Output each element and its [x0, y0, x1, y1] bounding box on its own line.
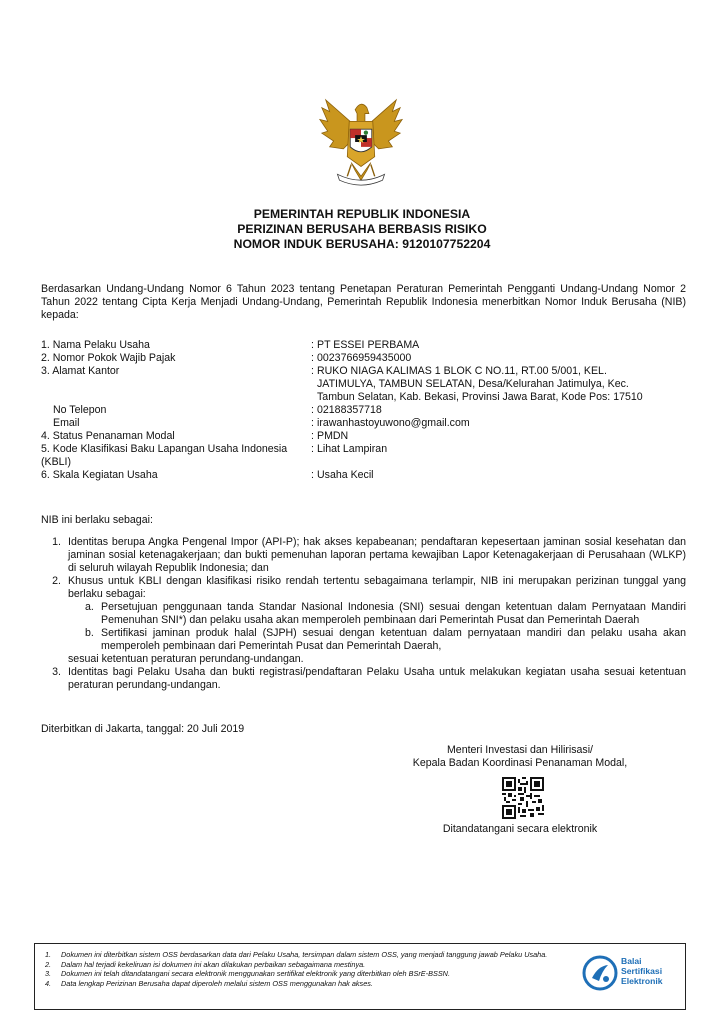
field-value: Lihat Lampiran — [317, 443, 388, 455]
signatory-title-2: Kepala Badan Koordinasi Penanaman Modal, — [412, 757, 628, 769]
sub-list-text: Persetujuan penggunaan tanda Standar Nasional Indonesia (SNI) sesuai dengan ketentuan dalam Pernyataan Mandiri Pemenuhan SNI*) dan pelaku usaha akan memperoleh pembinaan dari Pemerintah Pusat dan Pemerintah Daerah — [101, 601, 686, 626]
intro-paragraph: Berdasarkan Undang-Undang Nomor 6 Tahun 2023 tentang Penetapan Peraturan Pemerintah Pengganti Undang-Undang Nomor 2 Tahun 2022 tentang Cipta Kerja Menjadi Undang-Undang, Pemerintah Republik Indonesia menerbitkan Nomor Induk Berusaha (NIB) kepada: — [41, 283, 686, 321]
issue-place-date: Diterbitkan di Jakarta, tanggal: 20 Juli 2019 — [41, 723, 245, 735]
bsre-line-1: Balai — [621, 956, 642, 966]
sub-list-item — [41, 627, 686, 653]
field-row-kbli: 5. Kode Klasifikasi Baku Lapangan Usaha Indonesia (KBLI) : Lihat Lampiran — [41, 443, 388, 468]
footer-note-number: 3. — [45, 969, 52, 979]
footer-note — [45, 960, 590, 970]
list-text: Identitas bagi Pelaku Usaha dan bukti registrasi/pendaftaran Pelaku Usaha untuk melakukan kegiatan usaha sesuai ketentuan peraturan perundang-undangan. — [68, 666, 686, 691]
list-number: 3. — [52, 666, 61, 678]
bsre-logo-text — [621, 956, 663, 986]
footer-note-text: Dalam hal terjadi kekeliruan isi dokumen ini akan dilakukan perbaikan sebagaimana mestinya. — [61, 959, 366, 969]
field-label: 1. Nama Pelaku Usaha — [41, 339, 150, 351]
field-value: RUKO NIAGA KALIMAS 1 BLOK C NO.11, RT.00 5/001, KEL. JATIMULYA, TAMBUN SELATAN, Desa/Kelurahan Jatimulya, Kec. Tambun Selatan, Kab. Bekasi, Provinsi Jawa Barat, Kode Pos: 17510 — [317, 365, 643, 403]
footer-note-number: 4. — [45, 978, 52, 988]
electronic-signature-note: Ditandatangani secara elektronik — [442, 823, 598, 835]
sub-list-letter: a. — [85, 601, 94, 613]
footer-note-number: 2. — [45, 959, 52, 969]
field-value: PMDN — [317, 430, 349, 442]
field-value: PT ESSEI PERBAMA — [317, 339, 420, 351]
footer-note — [45, 969, 590, 979]
field-row-address: 3. Alamat Kantor : RUKO NIAGA KALIMAS 1 BLOK C NO.11, RT.00 5/001, KEL. JATIMULYA, TAMBUN SELATAN, Desa/Kelurahan Jatimulya, Kec. Tambun Selatan, Kab. Bekasi, Provinsi Jawa Barat, Kode Pos: 17510 — [41, 365, 701, 404]
footer-notes-box — [34, 943, 686, 1010]
bsre-logo — [581, 954, 681, 1000]
field-row-investment-status: 4. Status Penanaman Modal : PMDN — [41, 430, 349, 442]
footer-note — [45, 950, 590, 960]
field-label: Email — [53, 417, 80, 429]
footer-note-text: Data lengkap Perizinan Berusaha dapat diperoleh melalui sistem OSS menggunakan hak akses. — [61, 978, 373, 988]
header-government: PEMERINTAH REPUBLIK INDONESIA — [253, 207, 471, 221]
nib-validity-list — [41, 536, 686, 692]
field-row-phone: No Telepon : 02188357718 — [41, 404, 701, 417]
field-label: 6. Skala Kegiatan Usaha — [41, 469, 158, 481]
list-number: 1. — [52, 536, 61, 548]
field-value: 02188357718 — [317, 404, 382, 416]
document-header — [0, 207, 724, 252]
field-value: Usaha Kecil — [317, 469, 374, 481]
field-label: 3. Alamat Kantor — [41, 365, 120, 377]
business-fields — [41, 339, 701, 482]
list-text: Identitas berupa Angka Pengenal Impor (API-P); hak akses kepabeanan; pendaftaran kepesertaan jaminan sosial kesehatan dan jaminan sosial ketenagakerjaan; dan bukti pemenuhan laporan pertama kewajiban Lapor Ketenagakerjaan di Perusahaan (WLKP) di seluruh wilayah Republik Indonesia; dan — [68, 536, 686, 574]
field-label: 5. Kode Klasifikasi Baku Lapangan Usaha Indonesia (KBLI) — [41, 443, 288, 468]
footer-note-number: 1. — [45, 950, 52, 959]
sub-list-letter: b. — [85, 627, 94, 639]
field-value: 0023766959435000 — [317, 352, 412, 364]
field-value: irawanhastoyuwono@gmail.com — [317, 417, 470, 429]
list-number: 2. — [52, 575, 61, 587]
sub-list-item — [41, 601, 686, 627]
bsre-line-2: Sertifikasi — [621, 966, 663, 976]
sub-list-text: Sertifikasi jaminan produk halal (SJPH) sesuai dengan ketentuan dalam pernyataan mandiri dan pelaku usaha akan memperoleh pembinaan dari Pemerintah Pusat dan Pemerintah Daerah, — [101, 627, 686, 652]
list-item — [41, 536, 686, 575]
footer-note-text: Dokumen ini telah ditandatangani secara elektronik menggunakan sertifikat elektronik yang diterbitkan oleh BSrE-BSSN. — [61, 969, 450, 979]
closing-clause: sesuai ketentuan peraturan perundang-undangan. — [68, 653, 304, 665]
footer-note — [45, 979, 590, 989]
field-label: 2. Nomor Pokok Wajib Pajak — [41, 352, 176, 364]
field-row-email: Email : irawanhastoyuwono@gmail.com — [41, 417, 701, 430]
bsre-emblem-icon — [581, 954, 619, 992]
qr-code — [502, 777, 544, 819]
header-nib-number: NOMOR INDUK BERUSAHA: 9120107752204 — [233, 237, 491, 251]
list-text: Khusus untuk KBLI dengan klasifikasi risiko rendah tertentu sebagaimana terlampir, NIB ini merupakan perizinan tunggal yang berlaku sebagai: — [68, 575, 686, 600]
header-license-type: PERIZINAN BERUSAHA BERBASIS RISIKO — [237, 222, 487, 236]
signatory-title-1: Menteri Investasi dan Hilirisasi/ — [446, 744, 593, 756]
bsre-line-3: Elektronik — [621, 976, 663, 986]
field-label: 4. Status Penanaman Modal — [41, 430, 175, 442]
garuda-emblem — [312, 92, 410, 190]
signatory-block — [385, 744, 655, 770]
field-label: No Telepon — [53, 404, 107, 416]
nib-validity-heading: NIB ini berlaku sebagai: — [41, 514, 153, 526]
field-row-npwp: 2. Nomor Pokok Wajib Pajak : 0023766959435000 — [41, 352, 412, 364]
footer-note-text: Dokumen ini diterbitkan sistem OSS berdasarkan data dari Pelaku Usaha, tersimpan dalam sistem OSS, yang menjadi tanggung jawab Pelaku Usaha. — [61, 950, 548, 959]
footer-notes — [45, 950, 590, 988]
field-row-name: 1. Nama Pelaku Usaha : PT ESSEI PERBAMA — [41, 339, 420, 351]
list-item — [41, 666, 686, 692]
list-item — [41, 575, 686, 601]
field-row-scale: 6. Skala Kegiatan Usaha : Usaha Kecil — [41, 469, 374, 481]
